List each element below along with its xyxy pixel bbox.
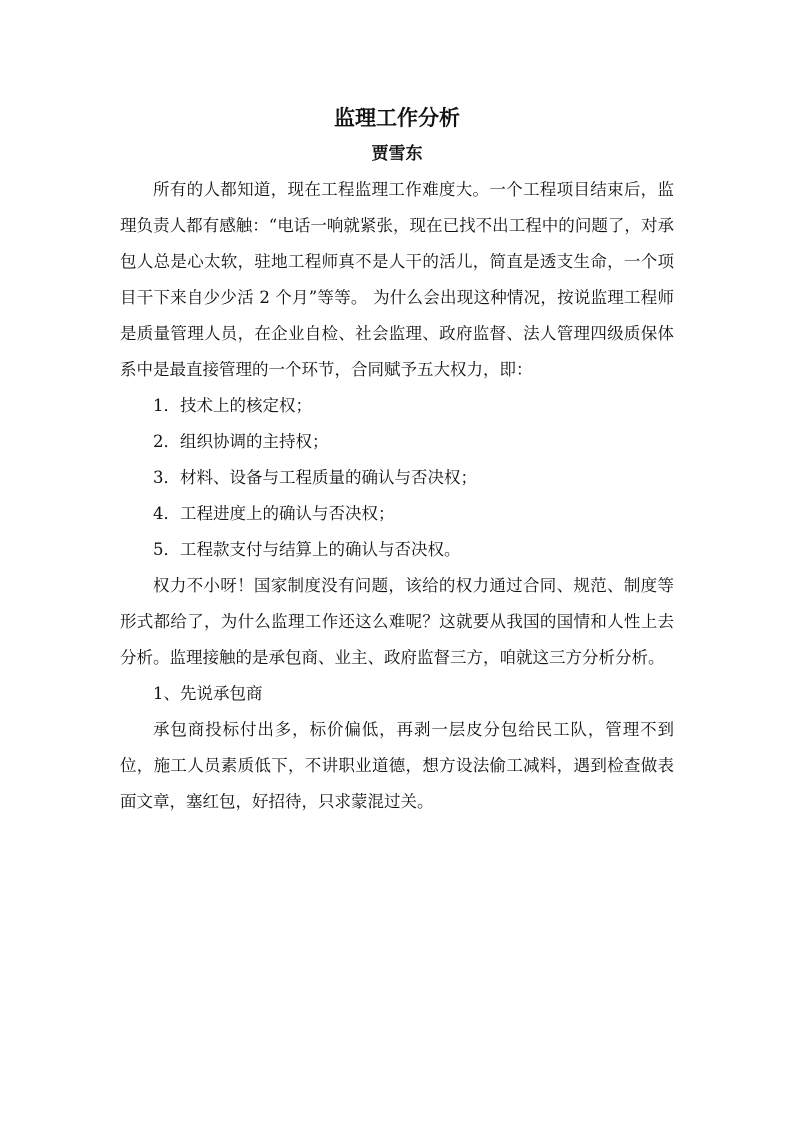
contractor-paragraph: 承包商投标付出多，标价偏低，再剥一层皮分包给民工队，管理不到位，施工人员素质低下，不讲职业道德，想方设法偷工减料，遇到检查做表面文章，塞红包，好招待，只求蒙混过关。 [120, 720, 674, 811]
document-body [120, 172, 674, 820]
analysis-paragraph: 权力不小呀！国家制度没有问题，该给的权力通过合同、规范、制度等形式都给了，为什么监理工作还这么难呢？这就要从我国的国情和人性上去分析。监理接触的是承包商、业主、政府监督三方，咱就这三方分析分析。 [120, 576, 674, 667]
document-title: 监理工作分析 [334, 105, 460, 130]
list-item: 1．技术上的核定权； [153, 396, 312, 415]
document-author: 贾雪东 [371, 144, 423, 164]
intro-paragraph: 所有的人都知道，现在工程监理工作难度大。一个工程项目结束后，监理负责人都有感触：“电话一响就紧张，现在已找不出工程中的问题了，对承包人总是心太软，驻地工程师真不是人干的活儿，简直是透支生命，一个项目干下来自少少活 2 个月”等等。 为什么会出现这种情况，按说监理工程师是质量管理人员，在企业自检、社会监理、政府监督、法人管理四级质保体系中是最直接管理的一个环节，合同赋予五大权力，即： [120, 180, 674, 379]
list-item: 4．工程进度上的确认与否决权； [153, 504, 395, 523]
list-item: 3．材料、设备与工程质量的确认与否决权； [153, 468, 477, 487]
section-heading: 1、先说承包商 [153, 684, 263, 703]
list-item: 2．组织协调的主持权； [153, 432, 329, 451]
list-item: 5．工程款支付与结算上的确认与否决权。 [153, 540, 461, 559]
